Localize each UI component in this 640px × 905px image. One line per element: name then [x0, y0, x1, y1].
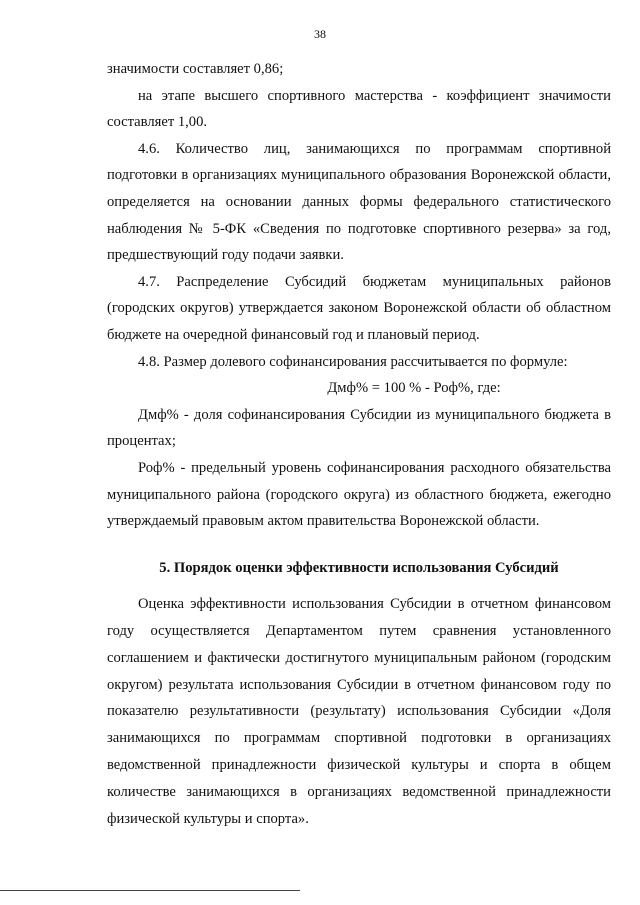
section-5-paragraph: Оценка эффективности использования Субсидии в отчетном финансовом году осуществляется Департаментом путем сравнения установленного соглашением и фактически достигнутого муниципальным районом (городским округом) результата использования Субсидии в отчетном финансовом году по показателю результативности (результату) использования Субсидии «Доля занимающихся по программам спортивной подготовки в организациях ведомственной принадлежности физической культуры и спорта в общем количестве занимающихся в организациях ведомственной принадлежности физической культуры и спорта».	[107, 596, 611, 827]
paragraph-coefficient-086: значимости составляет 0,86;	[107, 61, 284, 77]
paragraph-coefficient-100: на этапе высшего спортивного мастерства - коэффициент значимости составляет 1,00.	[107, 87, 611, 131]
paragraph-4-8: 4.8. Размер долевого софинансирования рассчитывается по формуле:	[138, 353, 568, 370]
paragraph-4-7: 4.7. Распределение Субсидий бюджетам муниципальных районов (городских округов) утверждается законом Воронежской области об областном бюджете на очередной финансовый год и плановый период.	[107, 273, 611, 343]
formula: Дмф% = 100 % - Роф%, где:	[327, 380, 501, 397]
paragraph-rof-definition: Роф% - предельный уровень софинансирования расходного обязательства муниципального района (городского округа) из областного бюджета, ежегодно утверждаемый правовым актом правительства Воронежской области.	[107, 459, 611, 530]
document-body	[107, 56, 611, 832]
paragraph-4-6: 4.6. Количество лиц, занимающихся по программам спортивной подготовки в организациях муниципального образования Воронежской области, определяется на основании данных формы федерального статистического наблюдения № 5-ФК «Сведения по подготовке спортивного резерва» за год, предшествующий году подачи заявки.	[107, 140, 611, 264]
footer-rule	[0, 890, 300, 891]
section-5-heading: 5. Порядок оценки эффективности использования Субсидий	[159, 559, 559, 576]
page-number: 38	[314, 27, 326, 41]
paragraph-dmf-definition: Дмф% - доля софинансирования Субсидии из муниципального бюджета в процентах;	[107, 406, 611, 450]
